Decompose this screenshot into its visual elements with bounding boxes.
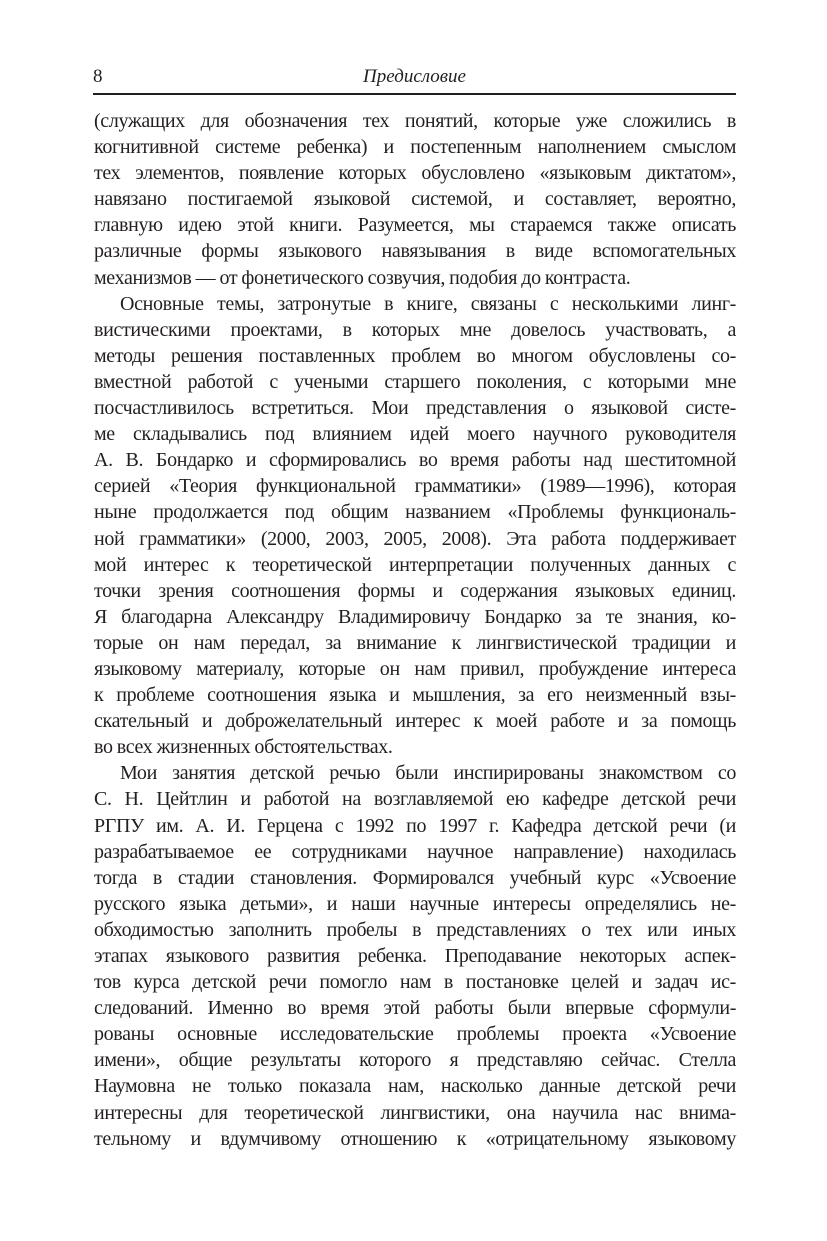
text-line: вместной работой с учеными старшего поколения, с которыми мне — [94, 370, 736, 393]
text-line: РГПУ им. А. И. Герцена с 1992 по 1997 г. Кафедра детской речи (и — [94, 814, 736, 837]
text-line: торые он нам передал, за внимание к лингвистической традиции и — [94, 631, 736, 654]
text-line: А. В. Бондарко и сформировались во время работы над шеститомной — [94, 449, 736, 472]
text-line: методы решения поставленных проблем во многом обусловлены со- — [94, 344, 736, 367]
text-line: этапах языкового развития ребенка. Преподавание некоторых аспек- — [94, 945, 736, 967]
text-line: Наумовна не только показала нам, насколько данные детской речи — [94, 1075, 736, 1098]
text-line: к проблеме соотношения языка и мышления, за его неизменный взы- — [94, 684, 736, 707]
paragraph — [94, 760, 736, 1151]
text-line: серией «Теория функциональной грамматики» (1989—1996), которая — [94, 475, 736, 498]
text-line: ме складывались под влиянием идей моего научного руководителя — [94, 423, 736, 446]
paragraph — [94, 291, 736, 761]
text-line: мой интерес к теоретической интерпретации полученных данных с — [94, 553, 736, 576]
text-line: русского языка детьми», и наши научные интересы определялись не- — [94, 892, 736, 915]
header-rule — [93, 93, 736, 95]
text-line: посчастливилось встретиться. Мои представления о языковой систе- — [94, 397, 736, 420]
text-line: навязано постигаемой языковой системой, и составляет, вероятно, — [94, 188, 736, 211]
text-line: Основные темы, затронутые в книге, связаны с несколькими линг- — [120, 292, 736, 315]
text-line: когнитивной системе ребенка) и постепенным наполнением смыслом — [94, 136, 736, 159]
text-line: интересны для теоретической лингвистики, она научила нас внима- — [94, 1101, 736, 1124]
text-line: скательный и доброжелательный интерес к моей работе и за помощь — [94, 710, 736, 733]
paragraph — [94, 108, 736, 291]
text-line: языковому материалу, которые он нам привил, пробуждение интереса — [94, 657, 736, 680]
text-line: тогда в стадии становления. Формировался учебный курс «Усвоение — [94, 866, 736, 889]
body-text — [94, 108, 736, 1152]
text-line: имени», общие результаты которого я представляю сейчас. Стелла — [94, 1049, 736, 1072]
running-header — [93, 66, 736, 92]
text-line: тов курса детской речи помогло нам в постановке целей и задач ис- — [94, 971, 736, 994]
text-line: С. Н. Цейтлин и работой на возглавляемой ею кафедре детской речи — [94, 788, 736, 811]
text-line: механизмов — от фонетического созвучия, подобия до контраста. — [94, 266, 631, 289]
text-line: рованы основные исследовательские проблемы проекта «Усвоение — [94, 1023, 736, 1046]
text-line: вистическими проектами, в которых мне довелось участвовать, а — [94, 318, 736, 341]
text-line: тельному и вдумчивому отношению к «отрицательному языковому — [94, 1127, 736, 1150]
text-line: главную идею этой книги. Разумеется, мы стараемся также описать — [94, 214, 736, 237]
text-line: Я благодарна Александру Владимировичу Бондарко за те знания, ко- — [94, 605, 736, 628]
text-line: разрабатываемое ее сотрудниками научное направление) находилась — [94, 840, 736, 863]
text-line: Мои занятия детской речью были инспирированы знакомством со — [120, 762, 736, 785]
text-line: различные формы языкового навязывания в виде вспомогательных — [94, 240, 736, 263]
page-number: 8 — [93, 66, 103, 87]
text-line: тех элементов, появление которых обусловлено «языковым диктатом», — [94, 162, 736, 185]
text-line: следований. Именно во время этой работы были впервые сформули- — [94, 997, 736, 1020]
text-line: точки зрения соотношения формы и содержания языковых единиц. — [94, 579, 736, 602]
text-line: ной грамматики» (2000, 2003, 2005, 2008). Эта работа поддерживает — [94, 527, 736, 550]
text-line: (служащих для обозначения тех понятий, которые уже сложились в — [94, 110, 736, 132]
text-line: ныне продолжается под общим названием «Проблемы функциональ- — [94, 501, 736, 524]
running-title: Предисловие — [363, 66, 466, 87]
text-line: обходимостью заполнить пробелы в представлениях о тех или иных — [94, 918, 736, 941]
text-line: во всех жизненных обстоятельствах. — [94, 736, 393, 759]
